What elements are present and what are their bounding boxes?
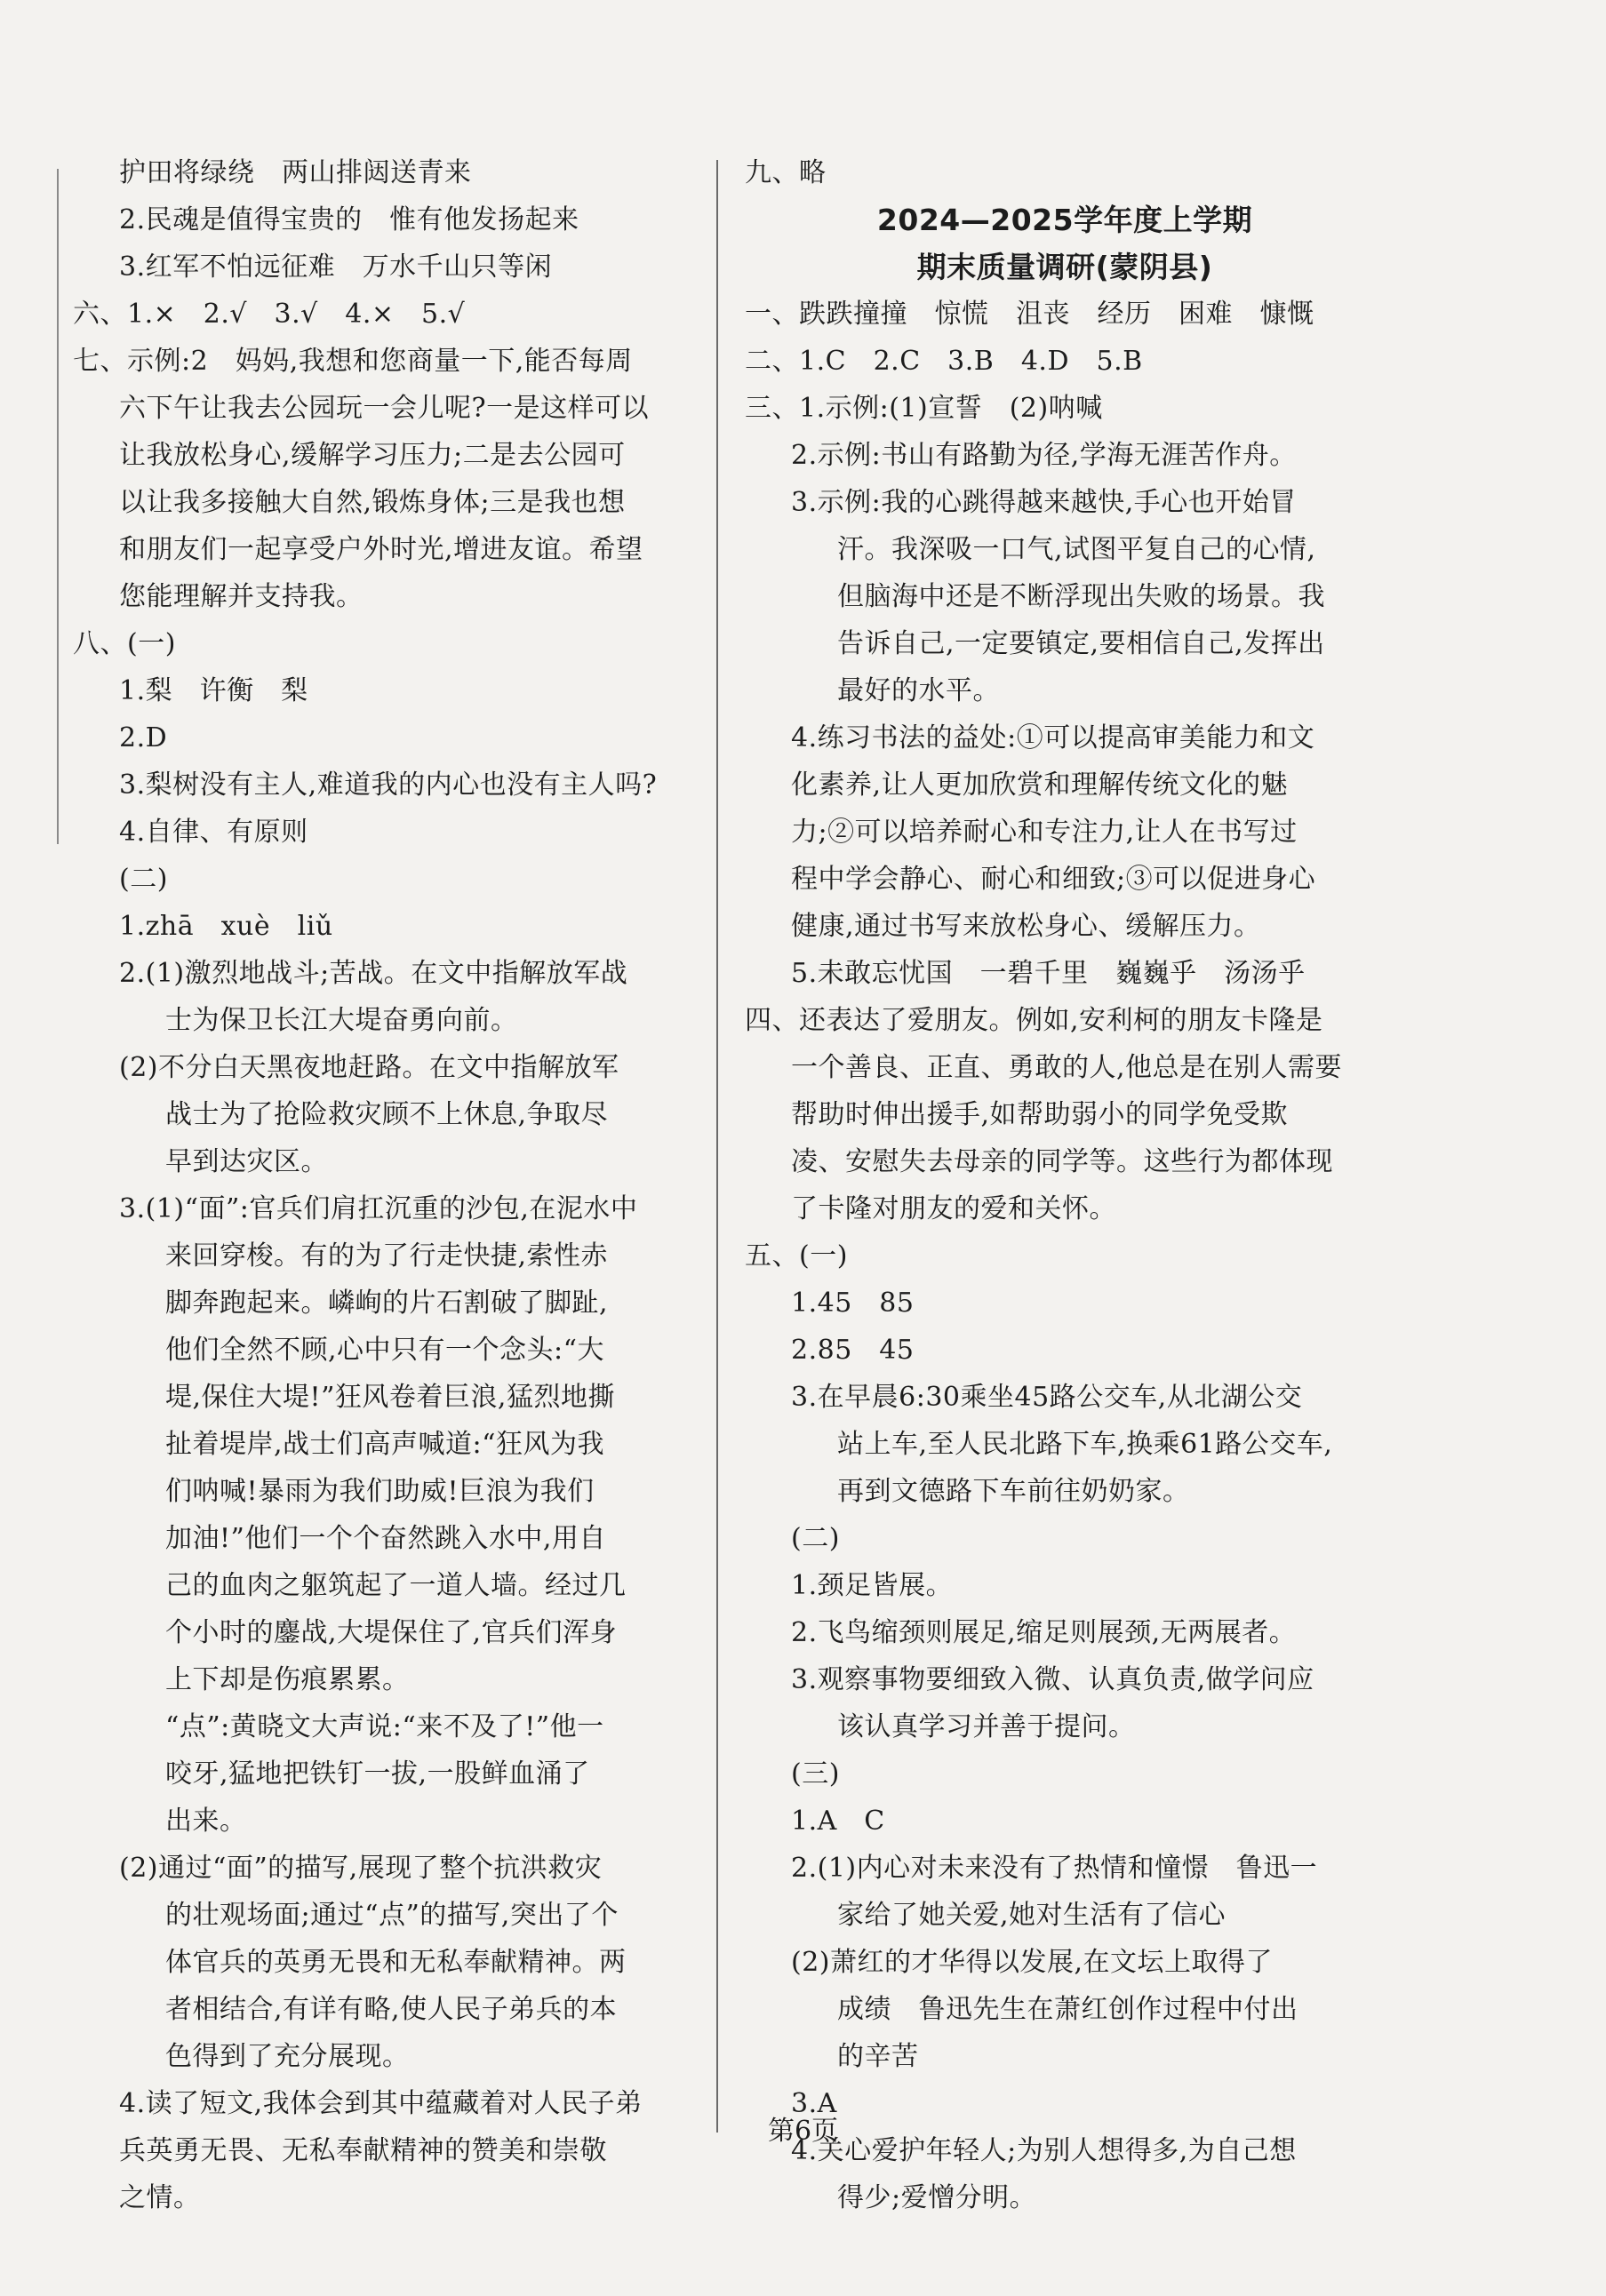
answer-line: 二、1.C 2.C 3.B 4.D 5.B <box>745 346 1143 377</box>
answer-line: 2.D <box>119 722 168 753</box>
answer-line: (2)不分白天黑夜地赶路。在文中指解放军 <box>119 1052 619 1083</box>
answer-line: 4.读了短文,我体会到其中蕴藏着对人民子弟 <box>119 2088 643 2119</box>
answer-line: 最好的水平。 <box>837 675 1000 706</box>
answer-line: 让我放松身心,缓解学习压力;二是去公园可 <box>119 440 626 471</box>
answer-line: 力;②可以培养耐心和专注力,让人在书写过 <box>791 817 1298 848</box>
answer-line: 2.飞鸟缩颈则展足,缩足则展颈,无两展者。 <box>791 1617 1297 1648</box>
answer-line: 个小时的鏖战,大堤保住了,官兵们浑身 <box>165 1617 618 1648</box>
answer-line: 脚奔跑起来。嶙峋的片石割破了脚趾, <box>165 1288 609 1319</box>
answer-line: 三、1.示例:(1)宣誓 (2)呐喊 <box>745 393 1103 424</box>
answer-line: 和朋友们一起享受户外时光,增进友谊。希望 <box>119 534 643 565</box>
answer-line: 六下午让我去公园玩一会儿呢?一是这样可以 <box>119 393 650 424</box>
answer-line: 3.红军不怕远征难 万水千山只等闲 <box>119 251 553 283</box>
answer-line: 以让我多接触大自然,锻炼身体;三是我也想 <box>119 487 626 518</box>
answer-line: 站上车,至人民北路下车,换乘61路公交车, <box>837 1429 1333 1460</box>
answer-line: 体官兵的英勇无畏和无私奉献精神。两 <box>165 1947 627 1978</box>
answer-line: 他们全然不顾,心中只有一个念头:“大 <box>165 1335 604 1366</box>
answer-line: 2.民魂是值得宝贵的 惟有他发扬起来 <box>119 204 579 235</box>
answer-line: 2.(1)内心对未来没有了热情和憧憬 鲁迅一 <box>791 1853 1318 1884</box>
answer-line: 了卡隆对朋友的爱和关怀。 <box>791 1193 1116 1224</box>
answer-line: 1.zhā xuè liǔ <box>119 911 333 942</box>
answer-line: 凌、安慰失去母亲的同学等。这些行为都体现 <box>791 1146 1333 1177</box>
answer-line: 一、跌跌撞撞 惊慌 沮丧 经历 困难 慷慨 <box>745 299 1314 330</box>
answer-line: 早到达灾区。 <box>165 1146 328 1177</box>
answer-line: 四、还表达了爱朋友。例如,安利柯的朋友卡隆是 <box>745 1005 1323 1036</box>
answer-line: 该认真学习并善于提问。 <box>837 1711 1136 1742</box>
answer-line: 加油!”他们一个个奋然跳入水中,用自 <box>165 1523 606 1554</box>
column-divider <box>716 160 718 2133</box>
answer-line: 3.示例:我的心跳得越来越快,手心也开始冒 <box>791 487 1297 518</box>
answer-line: 之情。 <box>119 2182 201 2213</box>
answer-line: 者相结合,有详有略,使人民子弟兵的本 <box>165 1994 618 2025</box>
answer-line: 告诉自己,一定要镇定,要相信自己,发挥出 <box>837 628 1325 659</box>
answer-line: 2.示例:书山有路勤为径,学海无涯苦作舟。 <box>791 440 1297 471</box>
answer-line: 咬牙,猛地把铁钉一拔,一股鲜血涌了 <box>165 1758 590 1790</box>
answer-line: 1.45 85 <box>791 1288 915 1319</box>
answer-line: 己的血肉之躯筑起了一道人墙。经过几 <box>165 1570 627 1601</box>
answer-line: 3.梨树没有主人,难道我的内心也没有主人吗? <box>119 769 658 801</box>
answer-line: 4.练习书法的益处:①可以提高审美能力和文 <box>791 722 1315 753</box>
answer-line: 七、示例:2 妈妈,我想和您商量一下,能否每周 <box>73 346 633 377</box>
answer-line: 上下却是伤痕累累。 <box>165 1664 410 1695</box>
answer-line: 五、(一) <box>745 1240 848 1272</box>
answer-line: 1.颈足皆展。 <box>791 1570 954 1601</box>
answer-line: (2)通过“面”的描写,展现了整个抗洪救灾 <box>119 1853 603 1884</box>
answer-line: 汗。我深吸一口气,试图平复自己的心情, <box>837 534 1316 565</box>
answer-line: 堤,保住大堤!”狂风卷着巨浪,猛烈地撕 <box>165 1382 615 1413</box>
answer-line: (三) <box>791 1758 840 1790</box>
answer-line: 1.梨 许衡 梨 <box>119 675 308 706</box>
answer-line: 1.A C <box>791 1806 885 1837</box>
answer-line: 来回穿梭。有的为了行走快捷,索性赤 <box>165 1240 609 1272</box>
answer-line: 健康,通过书写来放松身心、缓解压力。 <box>791 911 1261 942</box>
answer-line: 得少;爱憎分明。 <box>837 2182 1037 2213</box>
left-column <box>73 149 695 2221</box>
answer-line: 您能理解并支持我。 <box>119 581 364 612</box>
answer-line: 3.观察事物要细致入微、认真负责,做学问应 <box>791 1664 1314 1695</box>
page-number: 第6页 <box>767 2116 839 2147</box>
answer-line: 5.未敢忘忧国 一碧千里 巍巍乎 汤汤乎 <box>791 958 1306 989</box>
answer-line: 一个善良、正直、勇敢的人,他总是在别人需要 <box>791 1052 1343 1083</box>
answer-line: 再到文德路下车前往奶奶家。 <box>837 1476 1190 1507</box>
answer-line: 们呐喊!暴雨为我们助威!巨浪为我们 <box>165 1476 595 1507</box>
answer-line: (二) <box>791 1523 840 1554</box>
answer-line: 4.关心爱护年轻人;为别人想得多,为自己想 <box>791 2135 1297 2166</box>
answer-line: 九、略 <box>745 157 827 188</box>
answer-line: 的壮观场面;通过“点”的描写,突出了个 <box>165 1900 619 1931</box>
answer-line: 3.A <box>791 2088 837 2119</box>
right-column <box>745 149 1385 2221</box>
section-title: 期末质量调研(蒙阴县) <box>916 250 1213 284</box>
answer-line: 2.85 45 <box>791 1335 915 1366</box>
answer-line: 2.(1)激烈地战斗;苦战。在文中指解放军战 <box>119 958 628 989</box>
answer-line: 六、1.× 2.√ 3.√ 4.× 5.√ <box>73 299 466 330</box>
left-margin-rule <box>57 169 59 844</box>
answer-line: (2)萧红的才华得以发展,在文坛上取得了 <box>791 1947 1274 1978</box>
answer-line: 化素养,让人更加欣赏和理解传统文化的魅 <box>791 769 1289 801</box>
answer-line: 色得到了充分展现。 <box>165 2041 410 2072</box>
answer-line: “点”:黄晓文大声说:“来不及了!”他一 <box>165 1711 604 1742</box>
answer-line: 4.自律、有原则 <box>119 817 308 848</box>
answer-line: 但脑海中还是不断浮现出失败的场景。我 <box>837 581 1325 612</box>
answer-line: 3.(1)“面”:官兵们肩扛沉重的沙包,在泥水中 <box>119 1193 638 1224</box>
answer-line: 成绩 鲁迅先生在萧红创作过程中付出 <box>837 1994 1298 2025</box>
answer-line: (二) <box>119 864 168 895</box>
answer-line: 八、(一) <box>73 628 176 659</box>
answer-line: 3.在早晨6:30乘坐45路公交车,从北湖公交 <box>791 1382 1303 1413</box>
answer-line: 兵英勇无畏、无私奉献精神的赞美和崇敬 <box>119 2135 607 2166</box>
answer-line: 程中学会静心、耐心和细致;③可以促进身心 <box>791 864 1316 895</box>
answer-line: 战士为了抢险救灾顾不上休息,争取尽 <box>165 1099 609 1130</box>
answer-line: 士为保卫长江大堤奋勇向前。 <box>165 1005 518 1036</box>
answer-line: 帮助时伸出援手,如帮助弱小的同学免受欺 <box>791 1099 1289 1130</box>
answer-line: 家给了她关爱,她对生活有了信心 <box>837 1900 1226 1931</box>
answer-line: 扯着堤岸,战士们高声喊道:“狂风为我 <box>165 1429 604 1460</box>
answer-line: 出来。 <box>165 1806 247 1837</box>
answer-line: 的辛苦 <box>837 2041 919 2072</box>
answer-line: 护田将绿绕 两山排闼送青来 <box>119 157 472 188</box>
section-title: 2024—2025学年度上学期 <box>876 203 1253 237</box>
